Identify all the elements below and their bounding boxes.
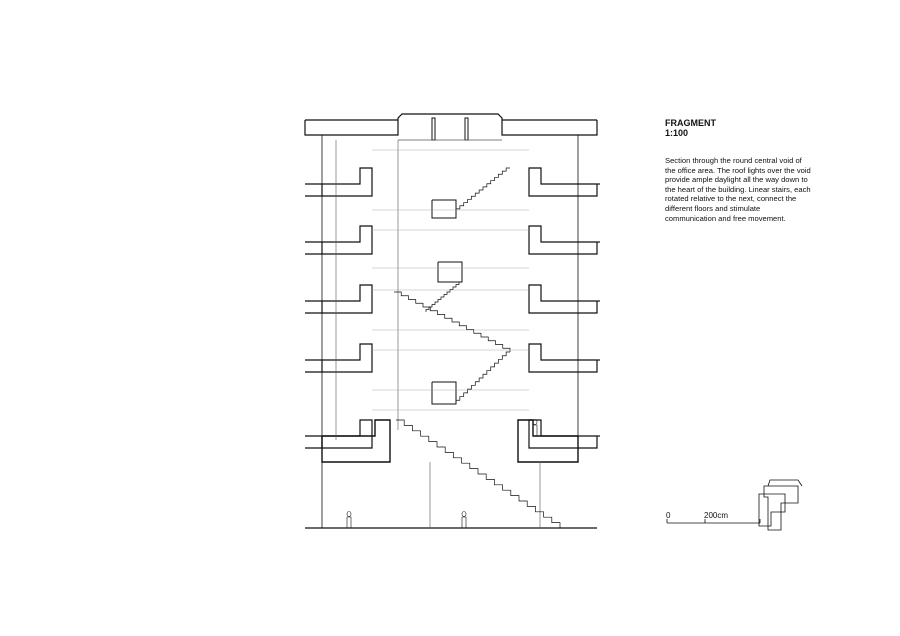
roof-light-fin xyxy=(465,118,468,140)
floor-slab-right xyxy=(529,168,597,196)
podium-slab-left xyxy=(322,420,390,462)
stair-landing xyxy=(432,382,456,404)
person-figure xyxy=(347,517,351,528)
person-figure xyxy=(347,512,351,517)
title-block xyxy=(665,118,815,138)
stair-flight xyxy=(394,292,510,352)
drawing-scale: 1:100 xyxy=(665,128,689,138)
floor-slab-left xyxy=(322,285,372,313)
stair-flight xyxy=(456,352,510,404)
floor-slab-left xyxy=(322,420,372,448)
key-plan-icon xyxy=(759,480,802,530)
stair-landing xyxy=(432,200,456,218)
scalebar-end-label: 200cm xyxy=(704,511,729,520)
drawing-title: FRAGMENT xyxy=(665,118,716,128)
floor-slab-left xyxy=(322,344,372,372)
person-figure xyxy=(462,517,466,528)
stair-flight xyxy=(426,282,462,312)
floor-slab-right xyxy=(529,344,597,372)
floor-slab-right xyxy=(529,420,597,448)
person-figure xyxy=(462,512,466,517)
podium-slab-right xyxy=(518,420,578,462)
floor-slab-right xyxy=(529,285,597,313)
drawing-description: Section through the round central void of the office area. The roof lights over the void provide ample daylight all the way down to the heart of the building. Linear stairs, each rotated relative to the next, connect the different floors and stimulate communication and free movement. xyxy=(665,156,811,223)
stair-landing xyxy=(438,262,462,282)
scalebar-start-label: 0 xyxy=(666,511,671,520)
floor-slab-left xyxy=(322,168,372,196)
roof-slab xyxy=(305,114,597,135)
floor-slab-right xyxy=(529,226,597,254)
floor-slab-left xyxy=(322,226,372,254)
roof-light-fin xyxy=(432,118,435,140)
section-linework xyxy=(305,114,600,528)
stair-flight xyxy=(456,168,510,212)
